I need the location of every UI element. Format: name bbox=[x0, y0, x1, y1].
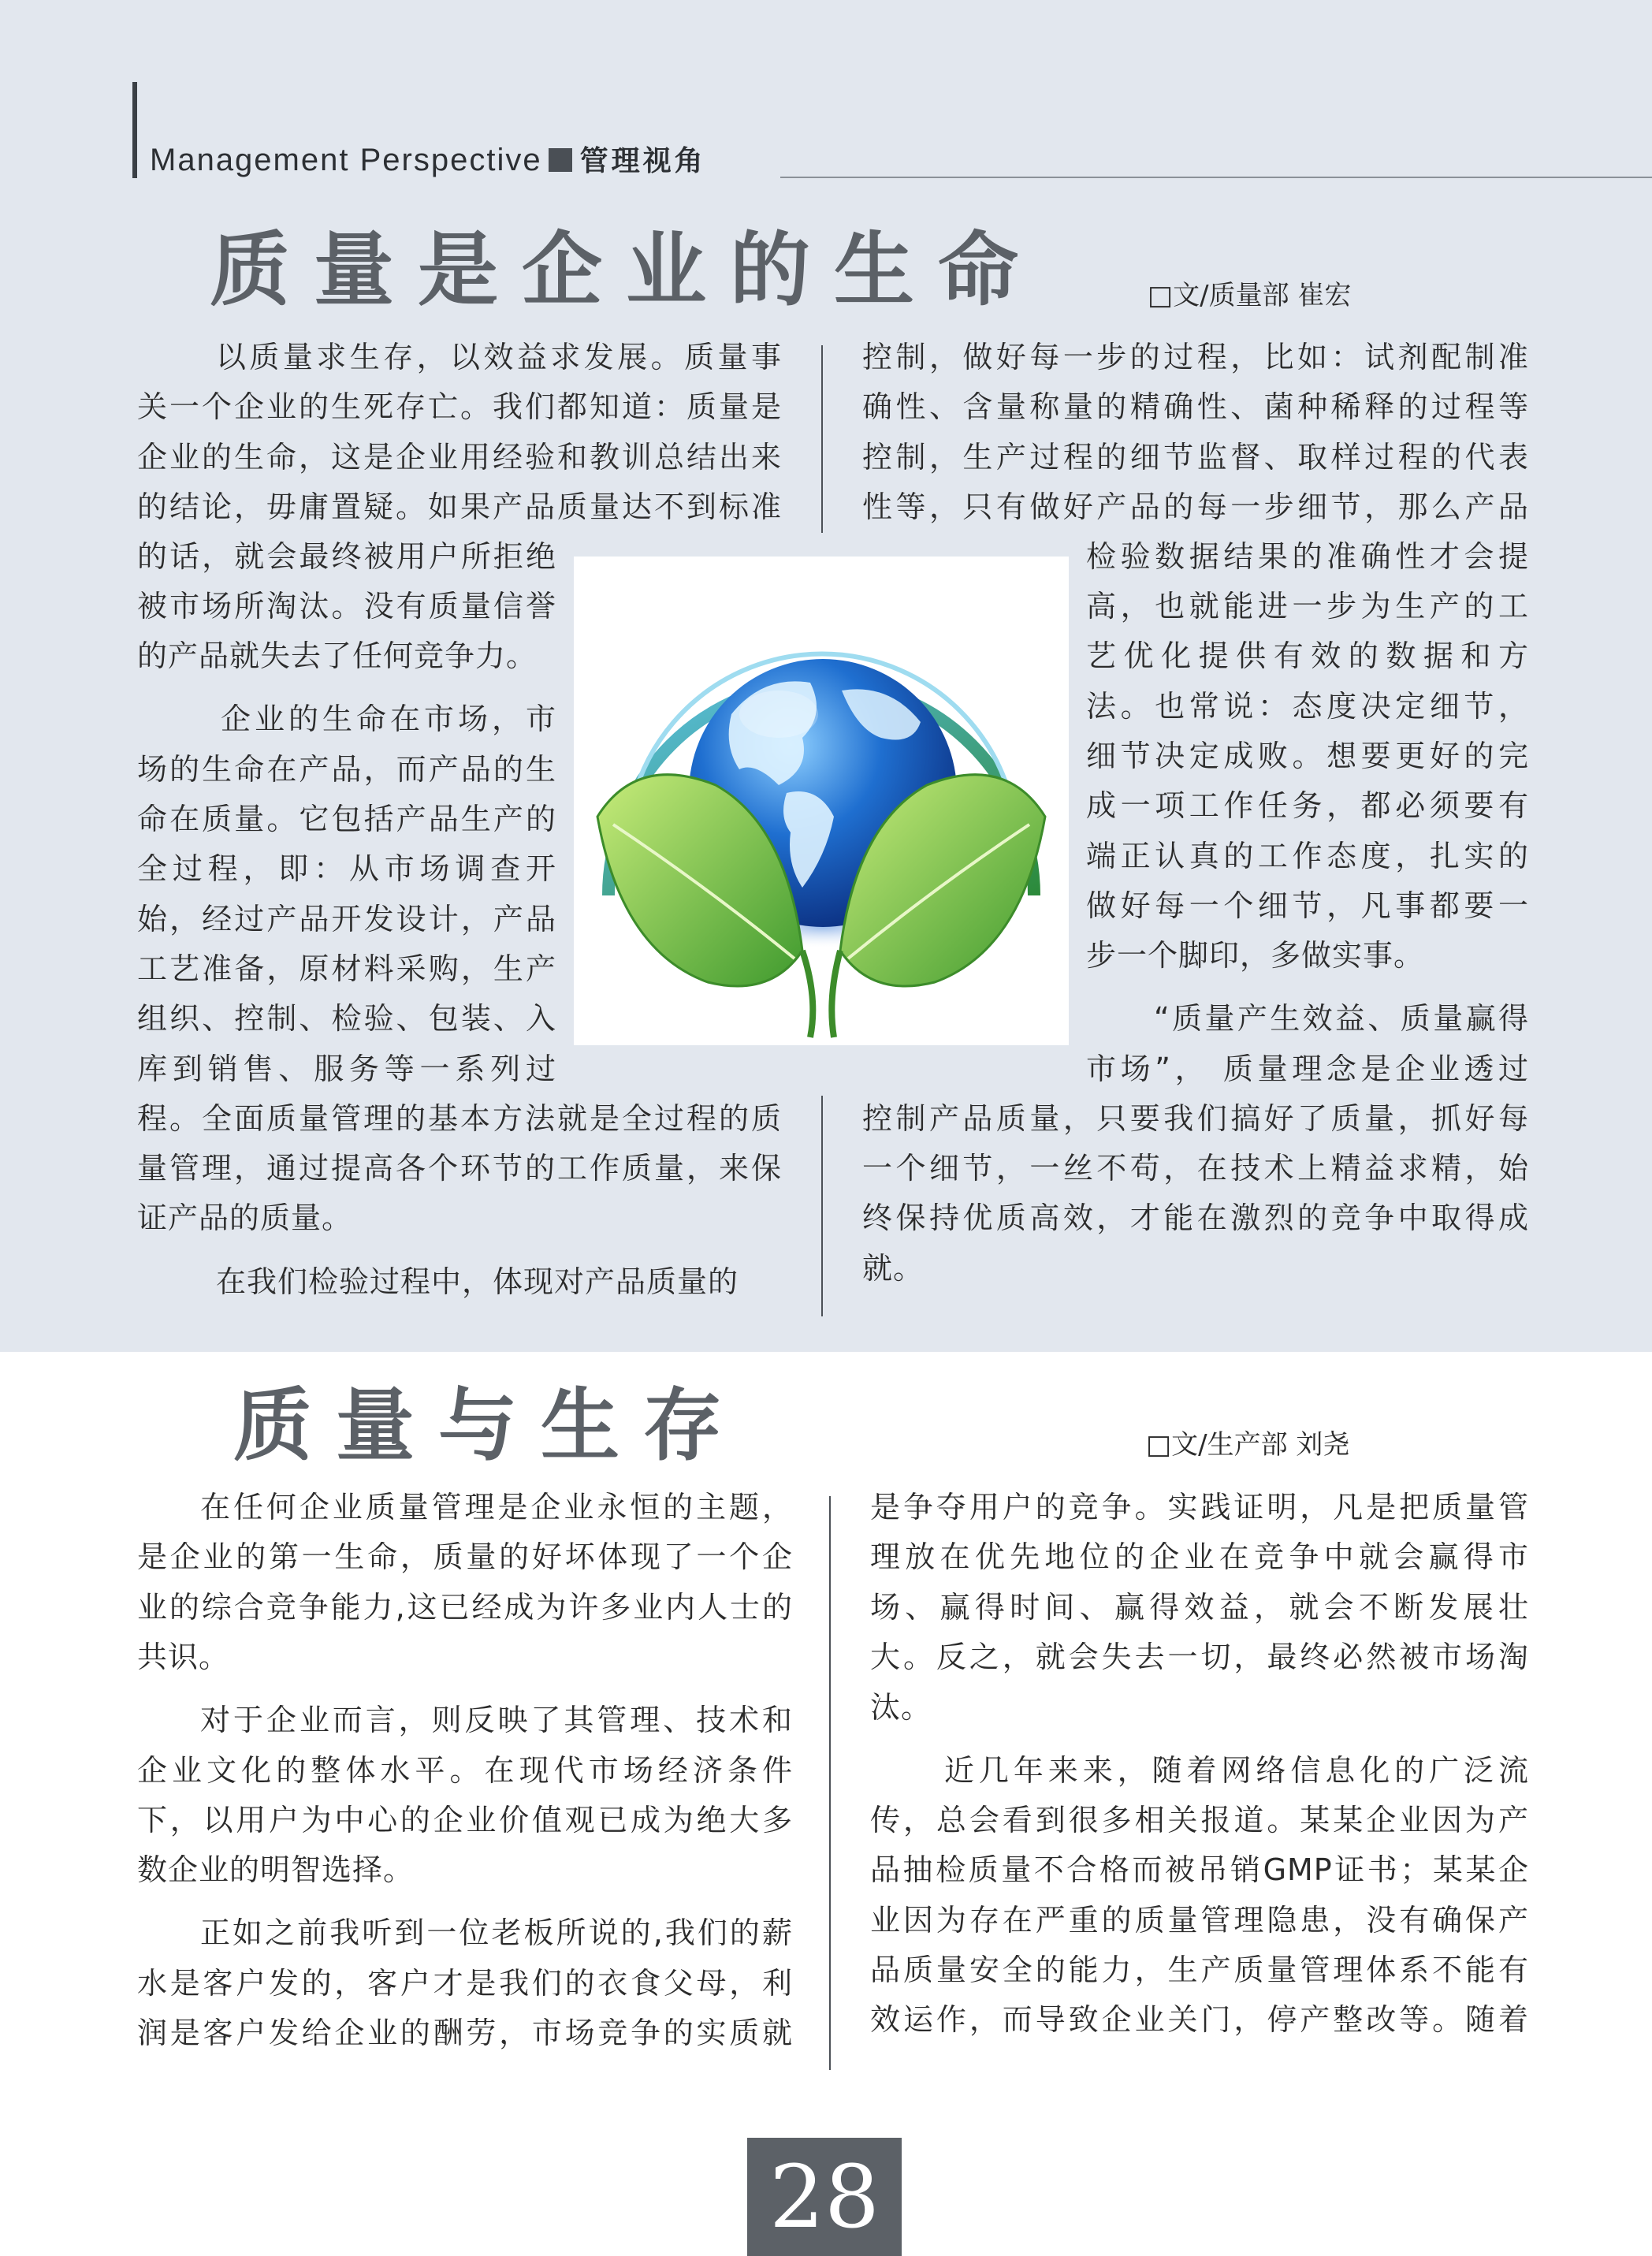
text-line: 始，经过产品开发设计，产品 bbox=[137, 904, 556, 936]
text-line: 的话，就会最终被用户所拒绝 bbox=[137, 542, 556, 573]
text-line: 共识。 bbox=[137, 1642, 230, 1673]
text-line: 企业的生命，这是企业用经验和教训总结出来 bbox=[137, 442, 782, 474]
text-line: 终保持优质高效，才能在激烈的竞争中取得成 bbox=[862, 1203, 1529, 1234]
column-divider bbox=[821, 345, 823, 533]
article2-byline-text: 文/生产部 刘尧 bbox=[1171, 1429, 1350, 1461]
text-line: 性等，只有做好产品的每一步细节，那么产品 bbox=[862, 492, 1529, 523]
text-line: 效运作，而导致企业关门，停产整改等。随着 bbox=[870, 2005, 1529, 2036]
square-bullet-icon bbox=[549, 148, 572, 172]
text-line: 在任何企业质量管理是企业永恒的主题， bbox=[200, 1492, 793, 1524]
text-line: 程。全面质量管理的基本方法就是全过程的质 bbox=[137, 1104, 782, 1135]
text-line: 数企业的明智选择。 bbox=[137, 1855, 415, 1886]
column-divider bbox=[829, 1496, 831, 2070]
text-line: 是争夺用户的竞争。实践证明，凡是把质量管 bbox=[870, 1492, 1529, 1524]
section-header bbox=[150, 139, 706, 179]
text-line: 成一项工作任务，都必须要有 bbox=[1086, 791, 1529, 822]
section-header-english: Management Perspective bbox=[150, 143, 542, 177]
text-line: 证产品的质量。 bbox=[137, 1203, 353, 1234]
page-number: 28 bbox=[747, 2138, 902, 2256]
text-line: 一个细节，一丝不苟，在技术上精益求精，始 bbox=[862, 1153, 1529, 1185]
text-line: 关一个企业的生死存亡。我们都知道：质量是 bbox=[137, 392, 782, 423]
text-line: 品抽检质量不合格而被吊销GMP证书；某某企 bbox=[870, 1855, 1529, 1886]
text-line: 企业的生命在市场，市 bbox=[221, 704, 556, 735]
text-line: 控制，生产过程的细节监督、取样过程的代表 bbox=[862, 442, 1529, 474]
text-line: 传，总会看到很多相关报道。某某企业因为产 bbox=[870, 1805, 1529, 1837]
text-line: 对于企业而言，则反映了其管理、技术和 bbox=[200, 1705, 793, 1737]
section-header-chinese: 管理视角 bbox=[579, 145, 706, 177]
text-line: 理放在优先地位的企业在竞争中就会赢得市 bbox=[870, 1542, 1529, 1573]
text-line: 确性、含量称量的精确性、菌种稀释的过程等 bbox=[862, 392, 1529, 423]
text-line: 品质量安全的能力，生产质量管理体系不能有 bbox=[870, 1955, 1529, 1986]
text-line: 命在质量。它包括产品生产的 bbox=[137, 804, 556, 836]
text-line: 检验数据结果的准确性才会提 bbox=[1086, 542, 1529, 573]
text-line: 汰。 bbox=[870, 1692, 932, 1724]
text-line: 业的综合竞争能力,这已经成为许多业内人士的 bbox=[137, 1592, 793, 1624]
article2-byline bbox=[1146, 1429, 1350, 1461]
text-line: 水是客户发的，客户才是我们的衣食父母，利 bbox=[137, 1968, 793, 2000]
column-divider bbox=[821, 1096, 823, 1316]
text-line: 工艺准备，原材料采购，生产 bbox=[137, 954, 556, 985]
text-line: 下，以用户为中心的企业价值观已成为绝大多 bbox=[137, 1805, 793, 1837]
text-line: 在我们检验过程中，体现对产品质量的 bbox=[216, 1267, 739, 1298]
article1-title: 质量是企业的生命 bbox=[210, 223, 1042, 318]
text-line: 被市场所淘汰。没有质量信誉 bbox=[137, 591, 556, 623]
text-line: 全过程，即：从市场调查开 bbox=[137, 854, 556, 885]
text-line: 量管理，通过提高各个环节的工作质量，来保 bbox=[137, 1153, 782, 1185]
header-accent-bar bbox=[132, 82, 137, 178]
text-line: “质量产生效益、质量赢得 bbox=[1154, 1003, 1529, 1035]
text-line: 控制产品质量，只要我们搞好了质量，抓好每 bbox=[862, 1104, 1529, 1135]
header-rule bbox=[780, 177, 1652, 178]
text-line: 法。也常说：态度决定细节， bbox=[1086, 691, 1529, 723]
text-line: 控制，做好每一步的过程，比如：试剂配制准 bbox=[862, 342, 1529, 374]
text-line: 场的生命在产品，而产品的生 bbox=[137, 754, 556, 786]
text-line: 库到销售、服务等一系列过 bbox=[137, 1054, 556, 1085]
text-line: 的产品就失去了任何竞争力。 bbox=[137, 641, 538, 672]
text-line: 步一个脚印，多做实事。 bbox=[1086, 940, 1425, 972]
text-line: 正如之前我听到一位老板所说的,我们的薪 bbox=[200, 1918, 793, 1949]
article2-title: 质量与生存 bbox=[233, 1379, 746, 1472]
article1-byline bbox=[1148, 282, 1351, 309]
text-line: 做好每一个细节，凡事都要一 bbox=[1086, 891, 1529, 922]
text-line: 润是客户发给企业的酬劳，市场竞争的实质就 bbox=[137, 2018, 793, 2049]
text-line: 的结论，毋庸置疑。如果产品质量达不到标准 bbox=[137, 492, 782, 523]
text-line: 业因为存在严重的质量管理隐患，没有确保产 bbox=[870, 1905, 1529, 1937]
text-line: 就。 bbox=[862, 1253, 925, 1285]
text-line: 近几年来来，随着网络信息化的广泛流 bbox=[944, 1755, 1529, 1787]
text-line: 场、赢得时间、赢得效益，就会不断发展壮 bbox=[870, 1592, 1529, 1624]
text-line: 高，也就能进一步为生产的工 bbox=[1086, 591, 1529, 623]
byline-box-glyph: □ bbox=[1146, 1429, 1172, 1461]
text-line: 组织、控制、检验、包装、入 bbox=[137, 1003, 556, 1035]
text-line: 大。反之，就会失去一切，最终必然被市场淘 bbox=[870, 1642, 1529, 1673]
article1-byline-text: 文/质量部 崔宏 bbox=[1173, 280, 1352, 311]
globe-leaves-illustration bbox=[574, 557, 1069, 1045]
text-line: 以质量求生存，以效益求发展。质量事 bbox=[216, 342, 782, 374]
text-line: 端正认真的工作态度，扎实的 bbox=[1086, 841, 1529, 873]
byline-box-glyph: □ bbox=[1148, 280, 1174, 311]
text-line: 艺优化提供有效的数据和方 bbox=[1086, 641, 1529, 672]
text-line: 企业文化的整体水平。在现代市场经济条件 bbox=[137, 1755, 793, 1787]
text-line: 是企业的第一生命，质量的好坏体现了一个企 bbox=[137, 1542, 793, 1573]
text-line: 细节决定成败。想要更好的完 bbox=[1086, 741, 1529, 772]
text-line: 市场”， 质量理念是企业透过 bbox=[1086, 1054, 1529, 1085]
